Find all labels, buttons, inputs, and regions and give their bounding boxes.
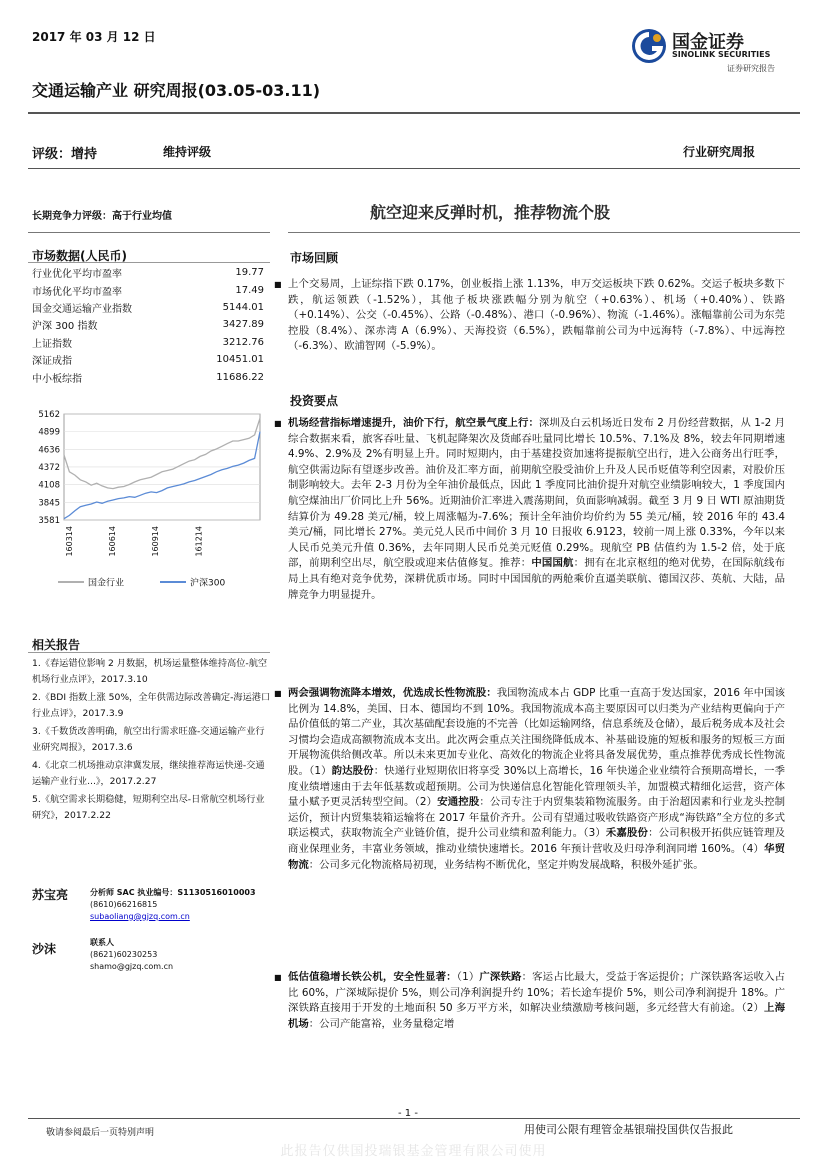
- related-report-link[interactable]: 1.《春运错位影响 2 月数据，机场运量整体维持高位-航空机场行业点评》，2017.3.10: [32, 658, 268, 685]
- market-row: 深证成指 10451.01: [32, 354, 264, 368]
- y-tick-label: 4108: [38, 480, 60, 491]
- related-report-link[interactable]: 3.《千数货改善明确，航空出行需求旺盛-交通运输产业行业研究周报》，2017.3.6: [32, 726, 265, 753]
- y-tick-label: 5162: [38, 410, 60, 420]
- contact-email: shamo@gjzq.com.cn: [90, 961, 174, 971]
- index-line-chart: [28, 406, 264, 606]
- point-logistics: ■ 两会强调物流降本增效，优选成长性物流股：我国物流成本占 GDP 比重一直高于发达国家，2016 年中国该比例为 14.8%，美国、日本、德国均不到 10%。我国物流成本高主要原因可以归类为产业结构更偏向于产品价值低的第二产业，其次基础配套设施的不完善（比如运输网络，信息系统及仓储），最后税务成本及社会习惯均会造成高额物流成本支出。此次两会重点关注围绕降低成本、补基础设施的短板和服务的短板三方面开展物流供给侧改革。所以未来更加专业化、高效化的物流企业将具备发展优势，重点推荐优秀成长性物流股。（1）韵达股份：快递行业短期依旧将享受 30%以上高增长，16 年快递企业业绩符合预期高增长，一季度业绩增速由于去年低基数或超预期。公司为快递信息化智能化管理领头羊，加盟模式精细化运营，资产体量小赋予更灵活转型空间。（2）安通控股：公司专注于内贸集装箱物流服务。由于治超因素和行业龙头控制运价，预计内贸集装箱运输将在 2017 年量价齐升。公司有望通过吸收铁路资产形成“海铁路”全方位的多式联运模式，获取物流全产业链价值，提升公司业绩和盈利能力。（3）禾嘉股份：公司积极开拓供应链管理及商业保理业务，丰富业务领域，推动业绩快速增长。2016 年预计营收及归母净利润同增 160%。（4）华贸物流：公司多元化物流格局初现，业务结构不断优化，坚定并购发展战略，积极外延扩张。: [274, 687, 786, 871]
- market-data-table: [32, 264, 264, 386]
- x-tick-label: 161214: [194, 526, 204, 557]
- market-data-heading: 市场数据(人民币): [32, 249, 127, 263]
- left-divider: [28, 232, 270, 233]
- analyst-sac-id: 分析师 SAC 执业编号：S1130516010003: [90, 888, 256, 897]
- market-rule: [28, 262, 270, 263]
- legend-label: 沪深300: [190, 578, 226, 589]
- point-aviation: ■ 机场经营指标增速提升，油价下行，航空景气度上行：深圳及白云机场近日发布 2 月份经营数据，从 1-2 月综合数据来看，旅客吞吐量、飞机起降架次及货邮吞吐量同比增长 10.5%、7.1%及 8%，较去年同期增速 4.9%、2.9%及 2%有明显上升。同时短期内，由于基建投资加速将提振航空出行，进入公商务出行旺季，航空供需边际有望逐步改善。油价及汇率方面，前期航空股受油价上升及人民币贬值等利空因素，对股价压制影响较大。去年 2-3 月份为全年油价最低点，因此 1 季度同比油价提升对航空业绩影响较大，1 季度国内航空煤油出厂价同比上升 56%。近期油价汇率进入震荡期间，负面影响减弱。截至 3 月 9 日 WTI 原油期货结算价为 49.28 美元/桶，较上周涨幅为-7.6%；预计全年油价均价约为 55 美元/桶，较 2016 年的 43.4 美元/桶，同比增长 27%。美元兑人民币中间价 3 月 10 日报收 6.9123，较前一周上涨 0.33%，今年以来人民币兑美元升值 0.36%，去年同期人民币兑美元贬值 0.29%。现航空 PB 估值约为 1.5-2 倍，处于底部，前期利空出尽，航空股或迎来估值修复。推荐：中国国航：拥有在北京枢纽的绝对优势，在国际航线布局上具有绝对竞争优势，深耕优质市场。同时中国国航的两舱乘价直逼美联航、德国汉莎、英航、大陆，品牌竞争力明显提升。: [274, 417, 786, 601]
- sinolink-logo-icon: [630, 27, 668, 65]
- market-review-heading: 市场回顾: [290, 251, 339, 265]
- y-tick-label: 3581: [38, 516, 60, 526]
- watermark: 此报告仅供国投瑞银基金管理有限公司使用: [280, 1144, 547, 1159]
- contact-name: 沙沫: [32, 942, 57, 956]
- bullet-icon: ■: [274, 973, 282, 982]
- analyst-email-link[interactable]: subaoliang@gjzq.com.cn: [90, 911, 190, 921]
- disclaimer-note: 敬请参阅最后一页特别声明: [46, 1128, 155, 1138]
- y-tick-label: 4899: [38, 427, 60, 438]
- long-term-rating: 长期竞争力评级：高于行业均值: [32, 211, 172, 222]
- key-points-heading: 投资要点: [290, 394, 339, 408]
- market-row: 中小板综指 11686.22: [32, 371, 264, 385]
- y-tick-label: 4372: [38, 462, 60, 473]
- footer-usage-note: 用使司公限有理管金基银瑞投国供仅告报此: [524, 1123, 733, 1136]
- page-number: - 1 -: [398, 1108, 418, 1119]
- logo-subtitle: 证券研究报告: [727, 64, 775, 73]
- related-report-link[interactable]: 4.《北京二机场推动京津冀发展，继续推荐海运快递-交通运输产业行业...》，2017.2.27: [32, 760, 265, 787]
- related-reports-heading: 相关报告: [32, 638, 81, 652]
- header-rule: [28, 112, 800, 114]
- market-row: 行业优化平均市盈率 19.77: [32, 267, 264, 281]
- logo-name-cn: 国金证券: [672, 32, 744, 53]
- x-tick-label: 160314: [65, 526, 74, 557]
- related-report-link[interactable]: 2.《BDI 指数上涨 50%，全年供需边际改善确定-海运港口行业点评》，2017.3.9: [32, 692, 271, 719]
- legend-label: 国金行业: [88, 578, 125, 589]
- analyst-block: [32, 884, 272, 934]
- right-divider: [288, 232, 800, 233]
- y-tick-label: 4636: [38, 445, 60, 456]
- x-tick-label: 160614: [108, 526, 118, 557]
- related-rule: [28, 652, 270, 653]
- rating-rule: [28, 168, 800, 169]
- market-row: 沪深 300 指数 3427.89: [32, 319, 264, 333]
- report-date: 2017 年 03 月 12 日: [32, 30, 156, 44]
- bullet-icon: ■: [274, 689, 282, 698]
- analyst-phone: (8610)66216815: [90, 899, 158, 909]
- y-tick-label: 3845: [38, 498, 60, 509]
- analyst-name: 苏宝亮: [32, 888, 69, 902]
- market-row: 国金交通运输产业指数 5144.01: [32, 301, 264, 315]
- market-row: 市场优化平均市盈率 17.49: [32, 284, 264, 298]
- bullet-icon: ■: [274, 419, 282, 428]
- market-review-paragraph: ■ 上个交易周，上证综指下跌 0.17%，创业板指上涨 1.13%，申万交运板块下跌 0.62%。交运子板块多数下跌，航运领跌（-1.52%），其他子板块涨跌幅分别为航空（+0.63%）、机场（+0.40%）、铁路（+0.14%）、公交（-0.45%）、公路（-0.48%）、港口（-0.96%）、物流（-1.46%）。涨幅靠前公司为东莞控股（8.4%）、深赤湾 A（6.9%）、天海投资（6.5%），跌幅靠前公司为中远海特（-7.8%）、中远海控（-6.3%）、欧浦智网（-5.9%）。: [274, 278, 785, 353]
- main-title: 航空迎来反弹时机，推荐物流个股: [370, 203, 611, 222]
- market-row: 上证指数 3212.76: [32, 336, 264, 350]
- contact-phone: (8621)60230253: [90, 949, 158, 959]
- footer-rule: [28, 1118, 800, 1119]
- logo-name-en: SINOLINK SECURITIES: [672, 50, 771, 59]
- rating-action: 维持评级: [163, 145, 212, 159]
- report-series-title: 交通运输产业 研究周报(03.05-03.11): [32, 81, 321, 100]
- contact-label: 联系人: [90, 938, 114, 947]
- series-line-hs300: [64, 432, 260, 519]
- rating: 评级：增持: [32, 147, 98, 162]
- point-infrastructure: ■ 低估值稳增长铁公机，安全性显著：（1）广深铁路：客运占比最大，受益于客运提价；广深铁路客运收入占比 60%，广深城际提价 5%，则公司净利润提升约 10%；若长途车提价 5%，则公司净利润提升 18%。广深铁路直接用于开发的土地面积 50 多万平方米，如解决业绩激励考核问题，多元经营大有前途。（2）上海机场：公司产能富裕，业务量稳定增: [274, 971, 786, 1030]
- related-reports-list: [32, 656, 272, 826]
- contact-block: [32, 936, 272, 986]
- bullet-icon: ■: [274, 280, 282, 289]
- related-report-link[interactable]: 5.《航空需求长期稳健，短期利空出尽-日常航空机场行业研究》，2017.2.22: [32, 794, 265, 821]
- report-type: 行业研究周报: [683, 145, 756, 159]
- x-tick-label: 160914: [151, 526, 161, 557]
- series-line-industry: [64, 418, 260, 488]
